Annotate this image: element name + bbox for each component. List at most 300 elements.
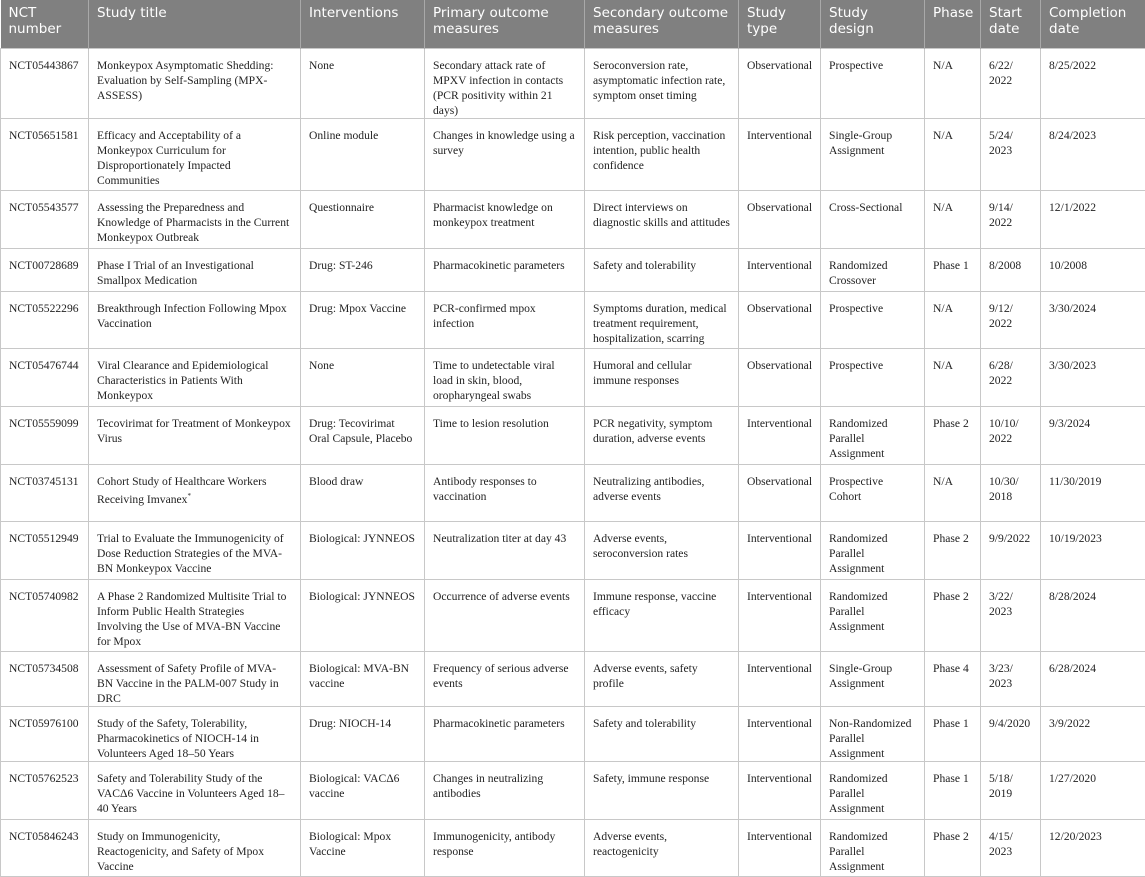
table-cell	[425, 651, 585, 706]
table-cell	[89, 651, 301, 706]
cell-text: Questionnaire	[309, 201, 374, 214]
cell-text: Changes in neutralizing antibodies	[433, 772, 543, 800]
table-cell	[925, 291, 981, 348]
cell-text: Breakthrough Infection Following Mpox Vaccination	[97, 302, 287, 330]
cell-text: Biological: VACΔ6 vaccine	[309, 772, 399, 800]
cell-text: 4/15/ 2023	[989, 830, 1013, 858]
column-header: Secondary outcome measures	[585, 0, 739, 48]
table-cell	[821, 651, 925, 706]
table-cell	[821, 761, 925, 819]
table-cell	[925, 651, 981, 706]
cell-text: NCT05476744	[9, 359, 79, 372]
cell-text: Pharmacokinetic parameters	[433, 259, 565, 272]
table-cell	[981, 761, 1041, 819]
cell-text: Phase 1	[933, 259, 969, 272]
cell-text: Phase I Trial of an Investigational Smallpox Medication	[97, 259, 254, 287]
table-cell	[981, 706, 1041, 761]
cell-text: Time to lesion resolution	[433, 417, 549, 430]
table-cell	[585, 348, 739, 406]
table-cell	[821, 190, 925, 248]
table-cell	[89, 406, 301, 464]
column-header: Study title	[89, 0, 301, 48]
table-row	[1, 819, 1145, 876]
cell-text: Interventional	[747, 717, 812, 730]
table-cell	[1041, 819, 1145, 876]
cell-text: Randomized Parallel Assignment	[829, 590, 888, 633]
table-cell	[1041, 48, 1145, 118]
table-cell	[821, 579, 925, 651]
table-cell	[1, 521, 89, 579]
cell-text: A Phase 2 Randomized Multisite Trial to Inform Public Health Strategies Involving the Use of MVA-BN Vaccine for Mpox	[97, 590, 286, 648]
cell-text: Observational	[747, 302, 812, 315]
cell-text: Prospective Cohort	[829, 475, 883, 503]
table-cell	[1, 651, 89, 706]
table-cell	[1041, 521, 1145, 579]
cell-text: 12/1/2022	[1049, 201, 1096, 214]
cell-text: Interventional	[747, 772, 812, 785]
cell-text: 8/24/2023	[1049, 129, 1096, 142]
table-cell	[739, 706, 821, 761]
table-cell	[585, 291, 739, 348]
table-cell	[739, 118, 821, 190]
cell-text: Interventional	[747, 830, 812, 843]
table-cell	[585, 521, 739, 579]
table-cell	[301, 118, 425, 190]
table-cell	[425, 118, 585, 190]
cell-text: Seroconversion rate, asymptomatic infection rate, symptom onset timing	[593, 59, 725, 102]
table-cell	[1041, 651, 1145, 706]
cell-text: Phase 2	[933, 417, 969, 430]
table-row	[1, 464, 1145, 521]
table-row	[1, 190, 1145, 248]
table-cell	[981, 48, 1041, 118]
table-cell	[1041, 190, 1145, 248]
table-row	[1, 406, 1145, 464]
table-cell	[981, 521, 1041, 579]
table-cell	[1041, 706, 1145, 761]
cell-text: NCT05443867	[9, 59, 79, 72]
cell-text: Randomized Parallel Assignment	[829, 772, 888, 815]
cell-text: Blood draw	[309, 475, 363, 488]
cell-text: 5/18/ 2019	[989, 772, 1013, 800]
column-header: Interventions	[301, 0, 425, 48]
cell-text: Online module	[309, 129, 378, 142]
table-cell	[981, 190, 1041, 248]
table-row	[1, 761, 1145, 819]
table-cell	[425, 521, 585, 579]
cell-text: Time to undetectable viral load in skin, blood, oropharyngeal swabs	[433, 359, 555, 402]
cell-text: 12/20/2023	[1049, 830, 1102, 843]
cell-text: 3/23/ 2023	[989, 662, 1013, 690]
table-cell	[925, 48, 981, 118]
table-cell	[925, 706, 981, 761]
table-cell	[89, 291, 301, 348]
table-cell	[821, 118, 925, 190]
cell-text: NCT05846243	[9, 830, 79, 843]
cell-text: Adverse events, reactogenicity	[593, 830, 667, 858]
table-cell	[739, 190, 821, 248]
table-cell	[585, 48, 739, 118]
cell-text: Neutralizing antibodies, adverse events	[593, 475, 704, 503]
cell-text: Randomized Crossover	[829, 259, 888, 287]
cell-text: Interventional	[747, 532, 812, 545]
table-row	[1, 348, 1145, 406]
cell-text: Observational	[747, 359, 812, 372]
cell-text: NCT03745131	[9, 475, 79, 488]
table-cell	[89, 190, 301, 248]
column-header: Start date	[981, 0, 1041, 48]
table-cell	[585, 248, 739, 291]
cell-text: Biological: MVA-BN vaccine	[309, 662, 409, 690]
table-cell	[1, 248, 89, 291]
table-cell	[1, 579, 89, 651]
cell-text: N/A	[933, 201, 953, 214]
cell-text: Study of the Safety, Tolerability, Pharmacokinetics of NIOCH-14 in Volunteers Aged 18–50 Years	[97, 717, 259, 760]
table-cell	[821, 348, 925, 406]
table-cell	[925, 348, 981, 406]
column-header: Phase	[925, 0, 981, 48]
cell-text: Monkeypox Asymptomatic Shedding: Evaluation by Self-Sampling (MPX-ASSESS)	[97, 59, 273, 102]
table-cell	[1041, 761, 1145, 819]
table-cell	[425, 579, 585, 651]
table-cell	[89, 248, 301, 291]
table-cell	[585, 406, 739, 464]
table-row	[1, 651, 1145, 706]
cell-text: Safety and tolerability	[593, 717, 696, 730]
cell-text: 6/28/2024	[1049, 662, 1096, 675]
cell-text: Cohort Study of Healthcare Workers Receiving Imvanex	[97, 475, 267, 506]
cell-text: Assessing the Preparedness and Knowledge of Pharmacists in the Current Monkeypox Outbreak	[97, 201, 289, 244]
cell-text: Phase 2	[933, 532, 969, 545]
table-cell	[1, 464, 89, 521]
table-cell	[89, 579, 301, 651]
cell-text: Randomized Parallel Assignment	[829, 417, 888, 460]
table-cell	[925, 190, 981, 248]
table-cell	[821, 706, 925, 761]
cell-text: 9/12/ 2022	[989, 302, 1013, 330]
cell-text: 1/27/2020	[1049, 772, 1096, 785]
table-cell	[301, 706, 425, 761]
table-cell	[821, 48, 925, 118]
cell-text: 3/30/2024	[1049, 302, 1096, 315]
cell-text: Pharmacokinetic parameters	[433, 717, 565, 730]
cell-text: Neutralization titer at day 43	[433, 532, 566, 545]
cell-text: Single-Group Assignment	[829, 129, 892, 157]
table-cell	[301, 48, 425, 118]
cell-text: Prospective	[829, 302, 883, 315]
cell-text: Safety and Tolerability Study of the VACΔ6 Vaccine in Volunteers Aged 18–40 Years	[97, 772, 284, 815]
cell-text: 11/30/2019	[1049, 475, 1101, 488]
table-cell	[739, 406, 821, 464]
table-cell	[739, 348, 821, 406]
table-cell	[1, 118, 89, 190]
cell-text: None	[309, 359, 334, 372]
table-cell	[821, 521, 925, 579]
table-cell	[1, 706, 89, 761]
cell-text: Adverse events, safety profile	[593, 662, 698, 690]
cell-text: N/A	[933, 302, 953, 315]
column-header: Completion date	[1041, 0, 1145, 48]
cell-text: Viral Clearance and Epidemiological Characteristics in Patients With Monkeypox	[97, 359, 269, 402]
table-cell	[89, 706, 301, 761]
cell-text: Antibody responses to vaccination	[433, 475, 537, 503]
cell-text: Biological: JYNNEOS	[309, 590, 415, 603]
table-cell	[981, 819, 1041, 876]
table-row	[1, 248, 1145, 291]
cell-text: Observational	[747, 59, 812, 72]
table-row	[1, 706, 1145, 761]
table-cell	[301, 291, 425, 348]
table-cell	[89, 48, 301, 118]
cell-text: N/A	[933, 475, 953, 488]
table-cell	[301, 819, 425, 876]
cell-text: Trial to Evaluate the Immunogenicity of Dose Reduction Strategies of the MVA-BN Monkeypox Vaccine	[97, 532, 284, 575]
cell-text: NCT00728689	[9, 259, 79, 272]
table-cell	[425, 406, 585, 464]
cell-text: PCR negativity, symptom duration, adverse events	[593, 417, 712, 445]
table-cell	[739, 579, 821, 651]
table-cell	[301, 248, 425, 291]
cell-text: 10/2008	[1049, 259, 1087, 272]
column-header: Study design	[821, 0, 925, 48]
table-cell	[89, 761, 301, 819]
cell-text: Humoral and cellular immune responses	[593, 359, 692, 387]
cell-text: Tecovirimat for Treatment of Monkeypox Virus	[97, 417, 291, 445]
table-cell	[301, 190, 425, 248]
table-cell	[585, 819, 739, 876]
cell-text: 6/28/ 2022	[989, 359, 1013, 387]
table-cell	[1, 761, 89, 819]
cell-text: NCT05734508	[9, 662, 79, 675]
table-cell	[1041, 248, 1145, 291]
cell-text: NCT05762523	[9, 772, 79, 785]
table-cell	[301, 521, 425, 579]
table-cell	[1, 348, 89, 406]
table-cell	[981, 579, 1041, 651]
cell-text: 10/30/ 2018	[989, 475, 1019, 503]
table-cell	[1, 48, 89, 118]
table-cell	[301, 348, 425, 406]
table-cell	[585, 464, 739, 521]
cell-text: 9/9/2022	[989, 532, 1030, 545]
cell-text: Interventional	[747, 129, 812, 142]
cell-text: Safety and tolerability	[593, 259, 696, 272]
table-cell	[981, 406, 1041, 464]
cell-text: Prospective	[829, 359, 883, 372]
cell-text: Symptoms duration, medical treatment requirement, hospitalization, scarring	[593, 302, 727, 345]
cell-text: Phase 2	[933, 590, 969, 603]
cell-text: Interventional	[747, 662, 812, 675]
table-cell	[1, 406, 89, 464]
cell-text: Randomized Parallel Assignment	[829, 830, 888, 873]
table-cell	[1, 819, 89, 876]
table-cell	[981, 464, 1041, 521]
table-cell	[981, 291, 1041, 348]
cell-text: Immune response, vaccine efficacy	[593, 590, 716, 618]
table-cell	[821, 248, 925, 291]
table-cell	[89, 348, 301, 406]
table-cell	[1041, 406, 1145, 464]
cell-text: 8/25/2022	[1049, 59, 1096, 72]
table-cell	[925, 248, 981, 291]
table-cell	[1, 190, 89, 248]
cell-text: 3/30/2023	[1049, 359, 1096, 372]
table-cell	[425, 190, 585, 248]
cell-text: PCR-confirmed mpox infection	[433, 302, 536, 330]
cell-text: Phase 4	[933, 662, 969, 675]
cell-text: Randomized Parallel Assignment	[829, 532, 888, 575]
cell-text: NCT05512949	[9, 532, 79, 545]
table-cell	[89, 118, 301, 190]
table-cell	[739, 291, 821, 348]
cell-text: N/A	[933, 129, 953, 142]
cell-text: Biological: JYNNEOS	[309, 532, 415, 545]
cell-text: Interventional	[747, 417, 812, 430]
table-cell	[585, 118, 739, 190]
table-cell	[301, 579, 425, 651]
cell-text: Drug: Mpox Vaccine	[309, 302, 406, 315]
table-cell	[925, 761, 981, 819]
cell-text: NCT05740982	[9, 590, 79, 603]
table-cell	[89, 819, 301, 876]
table-row	[1, 48, 1145, 118]
table-cell	[89, 464, 301, 521]
cell-text: Occurrence of adverse events	[433, 590, 570, 603]
cell-text: 8/28/2024	[1049, 590, 1096, 603]
table-cell	[585, 651, 739, 706]
table-cell	[425, 819, 585, 876]
cell-text: 9/14/ 2022	[989, 201, 1013, 229]
cell-text: Frequency of serious adverse events	[433, 662, 569, 690]
table-cell	[585, 579, 739, 651]
table-cell	[821, 819, 925, 876]
cell-text: NCT05651581	[9, 129, 79, 142]
cell-text: Drug: ST-246	[309, 259, 373, 272]
cell-text: Observational	[747, 475, 812, 488]
cell-text: NCT05543577	[9, 201, 79, 214]
cell-text: 6/22/ 2022	[989, 59, 1013, 87]
cell-text: None	[309, 59, 334, 72]
cell-text: NCT05559099	[9, 417, 79, 430]
cell-text: Risk perception, vaccination intention, public health confidence	[593, 129, 725, 172]
table-cell	[1, 291, 89, 348]
cell-text: Phase 1	[933, 717, 969, 730]
cell-text: 10/19/2023	[1049, 532, 1102, 545]
table-cell	[425, 248, 585, 291]
table-cell	[925, 819, 981, 876]
cell-text: 9/4/2020	[989, 717, 1030, 730]
table-cell	[739, 248, 821, 291]
cell-text: Secondary attack rate of MPXV infection in contacts (PCR positivity within 21 days)	[433, 59, 563, 117]
cell-text: Observational	[747, 201, 812, 214]
cell-text: Prospective	[829, 59, 883, 72]
cell-text: 10/10/ 2022	[989, 417, 1019, 445]
cell-text: Phase 2	[933, 830, 969, 843]
cell-text: Safety, immune response	[593, 772, 709, 785]
table-cell	[739, 521, 821, 579]
table-cell	[89, 521, 301, 579]
table-cell	[739, 464, 821, 521]
table-cell	[821, 291, 925, 348]
cell-text: Biological: Mpox Vaccine	[309, 830, 391, 858]
table-cell	[981, 348, 1041, 406]
cell-text: Study on Immunogenicity, Reactogenicity, and Safety of Mpox Vaccine	[97, 830, 264, 873]
table-cell	[925, 118, 981, 190]
cell-text: Interventional	[747, 259, 812, 272]
cell-text: Assessment of Safety Profile of MVA-BN Vaccine in the PALM-007 Study in DRC	[97, 662, 279, 705]
cell-text: Cross-Sectional	[829, 201, 902, 214]
table-row	[1, 291, 1145, 348]
table-cell	[1041, 348, 1145, 406]
cell-text: 8/2008	[989, 259, 1021, 272]
table-cell	[1041, 464, 1145, 521]
cell-text: NCT05976100	[9, 717, 79, 730]
cell-text: 3/9/2022	[1049, 717, 1090, 730]
table-cell	[925, 406, 981, 464]
column-header: Primary outcome measures	[425, 0, 585, 48]
table-row	[1, 118, 1145, 190]
table-cell	[739, 761, 821, 819]
table-cell	[301, 761, 425, 819]
table-row	[1, 521, 1145, 579]
cell-text: Adverse events, seroconversion rates	[593, 532, 688, 560]
table-cell	[425, 291, 585, 348]
cell-text: Drug: NIOCH-14	[309, 717, 391, 730]
table-cell	[425, 464, 585, 521]
table-cell	[301, 651, 425, 706]
table-cell	[301, 464, 425, 521]
column-header: Study type	[739, 0, 821, 48]
table-cell	[1041, 291, 1145, 348]
table-cell	[981, 118, 1041, 190]
cell-text: Immunogenicity, antibody response	[433, 830, 555, 858]
cell-text: 9/3/2024	[1049, 417, 1090, 430]
cell-text: 5/24/ 2023	[989, 129, 1013, 157]
table-cell	[425, 706, 585, 761]
table-cell	[981, 651, 1041, 706]
cell-text: 3/22/ 2023	[989, 590, 1013, 618]
table-cell	[925, 579, 981, 651]
column-header: NCT number	[1, 0, 89, 48]
table-cell	[925, 464, 981, 521]
cell-text: N/A	[933, 359, 953, 372]
cell-text: N/A	[933, 59, 953, 72]
table-cell	[425, 48, 585, 118]
cell-text: Pharmacist knowledge on monkeypox treatment	[433, 201, 553, 229]
table-cell	[739, 819, 821, 876]
table-cell	[585, 706, 739, 761]
cell-text: NCT05522296	[9, 302, 79, 315]
table-cell	[739, 651, 821, 706]
cell-text: Single-Group Assignment	[829, 662, 892, 690]
cell-text: Phase 1	[933, 772, 969, 785]
table-cell	[425, 761, 585, 819]
cell-text: Efficacy and Acceptability of a Monkeypox Curriculum for Disproportionately Impacted Communities	[97, 129, 241, 187]
table-cell	[301, 406, 425, 464]
table-cell	[925, 521, 981, 579]
table-cell	[821, 464, 925, 521]
cell-text: Changes in knowledge using a survey	[433, 129, 575, 157]
table-cell	[821, 406, 925, 464]
table-header-row	[1, 0, 1145, 48]
table-cell	[1041, 118, 1145, 190]
table-cell	[585, 761, 739, 819]
table-cell	[1041, 579, 1145, 651]
table-cell	[585, 190, 739, 248]
cell-text: Interventional	[747, 590, 812, 603]
table-cell	[425, 348, 585, 406]
table-cell	[739, 48, 821, 118]
